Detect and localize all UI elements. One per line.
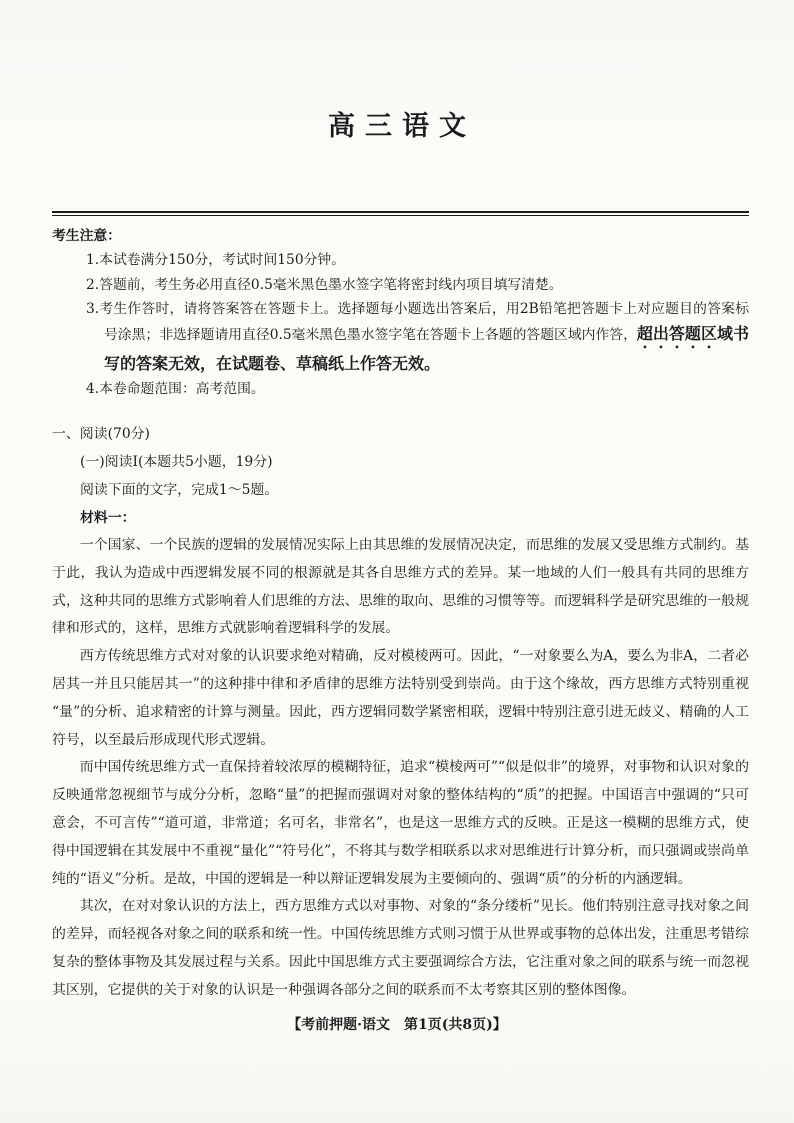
notice-item-2: 2.答题前，考生务必用直径0.5毫米黑色墨水签字笔将密封线内项目填写清楚。 <box>86 276 563 293</box>
paragraph-2: 西方传统思维方式对对象的认识要求绝对精确，反对模棱两可。因此，“一对象要么为A，要么为非A，二者必居其一并且只能居其一”的这种排中律和矛盾律的思维方法特别受到崇尚。由于这个缘故，西方思维方式特别重视“量”的分析、追求精密的计算与测量。因此，西方逻辑同数学紧密相联，逻辑中特别注意引进无歧义、精确的人工符号，以至最后形成现代形式逻辑。 <box>52 648 749 748</box>
material-label: 材料一： <box>80 510 136 526</box>
reading-instruction: 阅读下面的文字，完成1～5题。 <box>80 482 279 498</box>
warning-emphasis-dotted: 超出答题区 <box>636 323 717 343</box>
reading-section <box>52 420 749 1005</box>
notice-item-1: 1.本试卷满分150分，考试时间150分钟。 <box>86 252 345 269</box>
page-title: 高三语文 <box>328 111 476 142</box>
page-footer: 【考前押题·语文 第1页(共8页)】 <box>287 1017 507 1033</box>
title-double-rule <box>52 211 749 216</box>
notice-item-4: 4.本卷命题范围：高考范围。 <box>86 381 265 398</box>
candidate-notice <box>52 224 749 401</box>
warning-text: 域书写的答案无效，在试题卷、草稿纸上作答无效。 <box>104 323 749 373</box>
subsection-heading: (一)阅读Ⅰ(本题共5小题，19分) <box>80 454 273 470</box>
paragraph-4: 其次，在对对象认识的方法上，西方思维方式以对事物、对象的“条分缕析”见长。他们特别注意寻找对象之间的差异，而轻视各对象之间的联系和统一性。中国传统思维方式则习惯于从世界或事物的总体出发，注重思考错综复杂的整体事物及其发展过程与关系。因此中国思维方式主要强调综合方法，它注重对象之间的联系与统一而忽视其区别，它提供的关于对象的认识是一种强调各部分之间的联系而不太考察其区别的整体图像。 <box>52 898 749 998</box>
section-heading: 一、阅读(70分) <box>52 426 150 442</box>
notice-heading: 考生注意： <box>52 228 121 244</box>
paragraph-3: 而中国传统思维方式一直保持着较浓厚的模糊特征，追求“模棱两可”“似是似非”的境界，对事物和认识对象的反映通常忽视细节与成分分析，忽略“量”的把握而强调对对象的整体结构的“质”的把握。中国语言中强调的“只可意会，不可言传”“道可道，非常道；名可名，非常名”，也是这一思维方式的反映。正是这一模糊的思维方式，使得中国逻辑在其发展中不重视“量化”“符号化”，不将其与数学相联系以求对思维进行计算分析，而只强调或崇尚单纯的“语义”分析。是故，中国的逻辑是一种以辩证逻辑发展为主要倾向的、强调“质”的分析的内涵逻辑。 <box>52 759 749 887</box>
notice-item-3 <box>52 297 749 377</box>
notice-item-3-text: 3.考生作答时，请将答案答在答题卡上。选择题每小题选出答案后，用2B铅笔把答题卡上对应题目的答案标号涂黑；非选择题请用直径0.5毫米黑色墨水签字笔在答题卡上各题的答题区域内作答， <box>86 301 749 343</box>
paragraph-1: 一个国家、一个民族的逻辑的发展情况实际上由其思维的发展情况决定，而思维的发展又受思维方式制约。基于此，我认为造成中西逻辑发展不同的根源就是其各自思维方式的差异。某一地域的人们一般具有共同的思维方式，这种共同的思维方式影响着人们思维的方法、思维的取向、思维的习惯等等。而逻辑科学是研究思维的一般规律和形式的，这样，思维方式就影响着逻辑科学的发展。 <box>52 537 749 637</box>
